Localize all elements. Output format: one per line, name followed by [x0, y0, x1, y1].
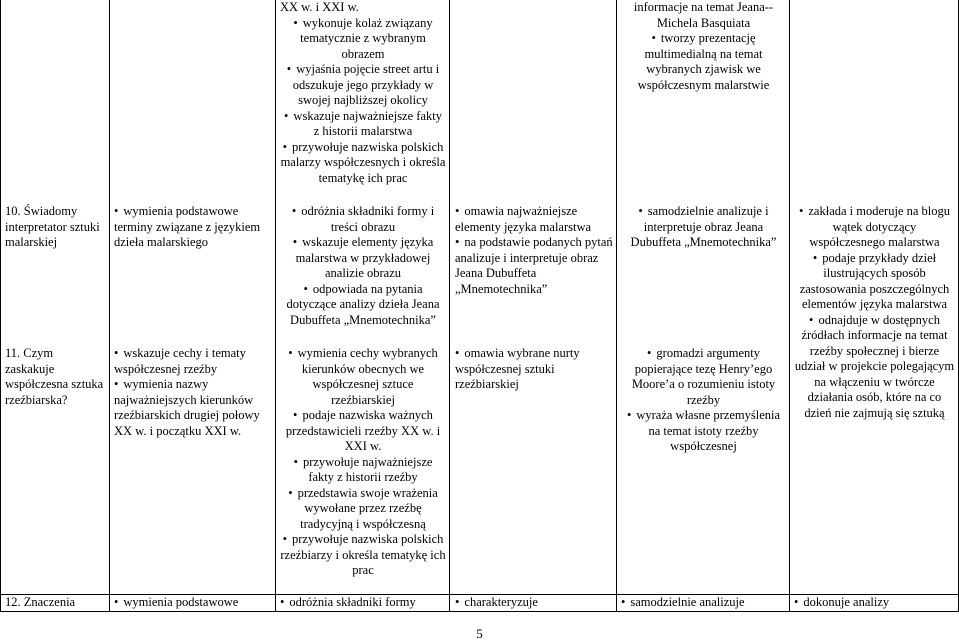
column-divider — [275, 0, 276, 612]
list-item: • odróżnia składniki formy i treści obrazu — [280, 204, 446, 235]
list-item: • wskazuje cechy i tematy współczesnej rzeźby — [114, 346, 272, 377]
list-item: • przywołuje najważniejsze fakty z historii rzeźby — [280, 455, 446, 486]
col2-group-11 — [114, 346, 272, 439]
table-border-left — [0, 0, 1, 612]
col4-group-11 — [455, 346, 613, 393]
continued-text: XX w. i XXI w. — [280, 0, 359, 14]
list-item: • wskazuje elementy języka malarstwa w przykładowej analizie obrazu — [280, 235, 446, 282]
col5-group-10 — [621, 204, 786, 251]
topic-11: 11. Czym zaskakuje współczesna sztuka rzeźbiarska? — [5, 346, 104, 407]
list-item: • przedstawia swoje wrażenia wywołane przez rzeźbę tradycyjną i współczesną — [280, 486, 446, 533]
list-item: • wymienia nazwy najważniejszych kierunków rzeźbiarskich drugiej połowy XX w. i początku XXI w. — [114, 377, 272, 439]
continued-text: informacje na temat Jeana--Michela Basquiata — [633, 0, 774, 30]
list-item: • omawia wybrane nurty współczesnej sztuki rzeźbiarskiej — [455, 346, 613, 393]
list-item: • wymienia podstawowe terminy związane z językiem dzieła malarskiego — [114, 204, 272, 251]
list-item: • samodzielnie analizuje — [621, 595, 745, 611]
footer-cell — [621, 595, 745, 611]
col4-group-10 — [455, 204, 613, 297]
list-item: • odnajduje w dostępnych źródłach informacje na temat rzeźby społecznej i bierze udział w projekcie polegającym na włączeniu w twórcze działania osób, które na co dzień nie zajmują się sztuką — [794, 313, 955, 422]
list-item: • podaje nazwiska ważnych przedstawicieli rzeźby XX w. i XXI w. — [280, 408, 446, 455]
list-item: • zakłada i moderuje na blogu wątek dotyczący współczesnego malarstwa — [794, 204, 955, 251]
footer-cell — [114, 595, 238, 611]
col6-group — [794, 204, 955, 421]
column-divider — [789, 0, 790, 612]
list-item: • przywołuje nazwiska polskich malarzy współczesnych i określa tematykę ich prac — [280, 140, 446, 187]
list-item: • przywołuje nazwiska polskich rzeźbiarzy i określa tematykę ich prac — [280, 532, 446, 579]
col2-group-10 — [114, 204, 272, 251]
list-item: • samodzielnie analizuje i interpretuje obraz Jeana Dubuffeta „Mnemotechnika” — [621, 204, 786, 251]
list-item: • charakteryzuje — [455, 595, 538, 611]
list-item: • tworzy prezentację multimedialną na temat wybranych zjawisk we współczesnym malarstwie — [621, 31, 786, 93]
list-item: • wymienia cechy wybranych kierunków obecnych we współczesnej sztuce rzeźbiarskiej — [280, 346, 446, 408]
column-divider — [109, 0, 110, 612]
list-item: • wyjaśnia pojęcie street artu i odszukuje jego przykłady w swojej najbliższej okolicy — [280, 62, 446, 109]
col3-group-11 — [280, 346, 446, 579]
footer-cell — [794, 595, 889, 611]
page-number: 5 — [476, 626, 483, 641]
list-item: • dokonuje analizy — [794, 595, 889, 611]
topic-10: 10. Świadomy interpretator sztuki malarskiej — [5, 204, 100, 249]
col3-top — [280, 0, 446, 186]
list-item: • omawia najważniejsze elementy języka malarstwa — [455, 204, 613, 235]
column-divider — [616, 0, 617, 612]
list-item: • wyraża własne przemyślenia na temat istoty rzeźby współczesnej — [621, 408, 786, 455]
topic-12: 12. Znaczenia — [5, 595, 76, 609]
col3-group-10 — [280, 204, 446, 328]
list-item: • na podstawie podanych pytań analizuje i interpretuje obraz Jeana Dubuffeta „Mnemotechnika” — [455, 235, 613, 297]
col5-top — [621, 0, 786, 93]
list-item: • odpowiada na pytania dotyczące analizy dzieła Jeana Dubuffeta „Mnemotechnika” — [280, 282, 446, 329]
list-item: • gromadzi argumenty popierające tezę Henry’ego Moore’a o rozumieniu istoty rzeźby — [621, 346, 786, 408]
list-item: • odróżnia składniki formy — [280, 595, 416, 611]
column-divider — [449, 0, 450, 612]
table-border-bottom — [0, 611, 959, 612]
list-item: • wymienia podstawowe — [114, 595, 238, 611]
list-item: • podaje przykłady dzieł ilustrujących sposób zastosowania poszczególnych elementów języka malarstwa — [794, 251, 955, 313]
footer-cell — [280, 595, 416, 611]
list-item: • wskazuje najważniejsze fakty z historii malarstwa — [280, 109, 446, 140]
col5-group-11 — [621, 346, 786, 455]
list-item: • wykonuje kolaż związany tematycznie z wybranym obrazem — [280, 16, 446, 63]
footer-cell — [455, 595, 538, 611]
